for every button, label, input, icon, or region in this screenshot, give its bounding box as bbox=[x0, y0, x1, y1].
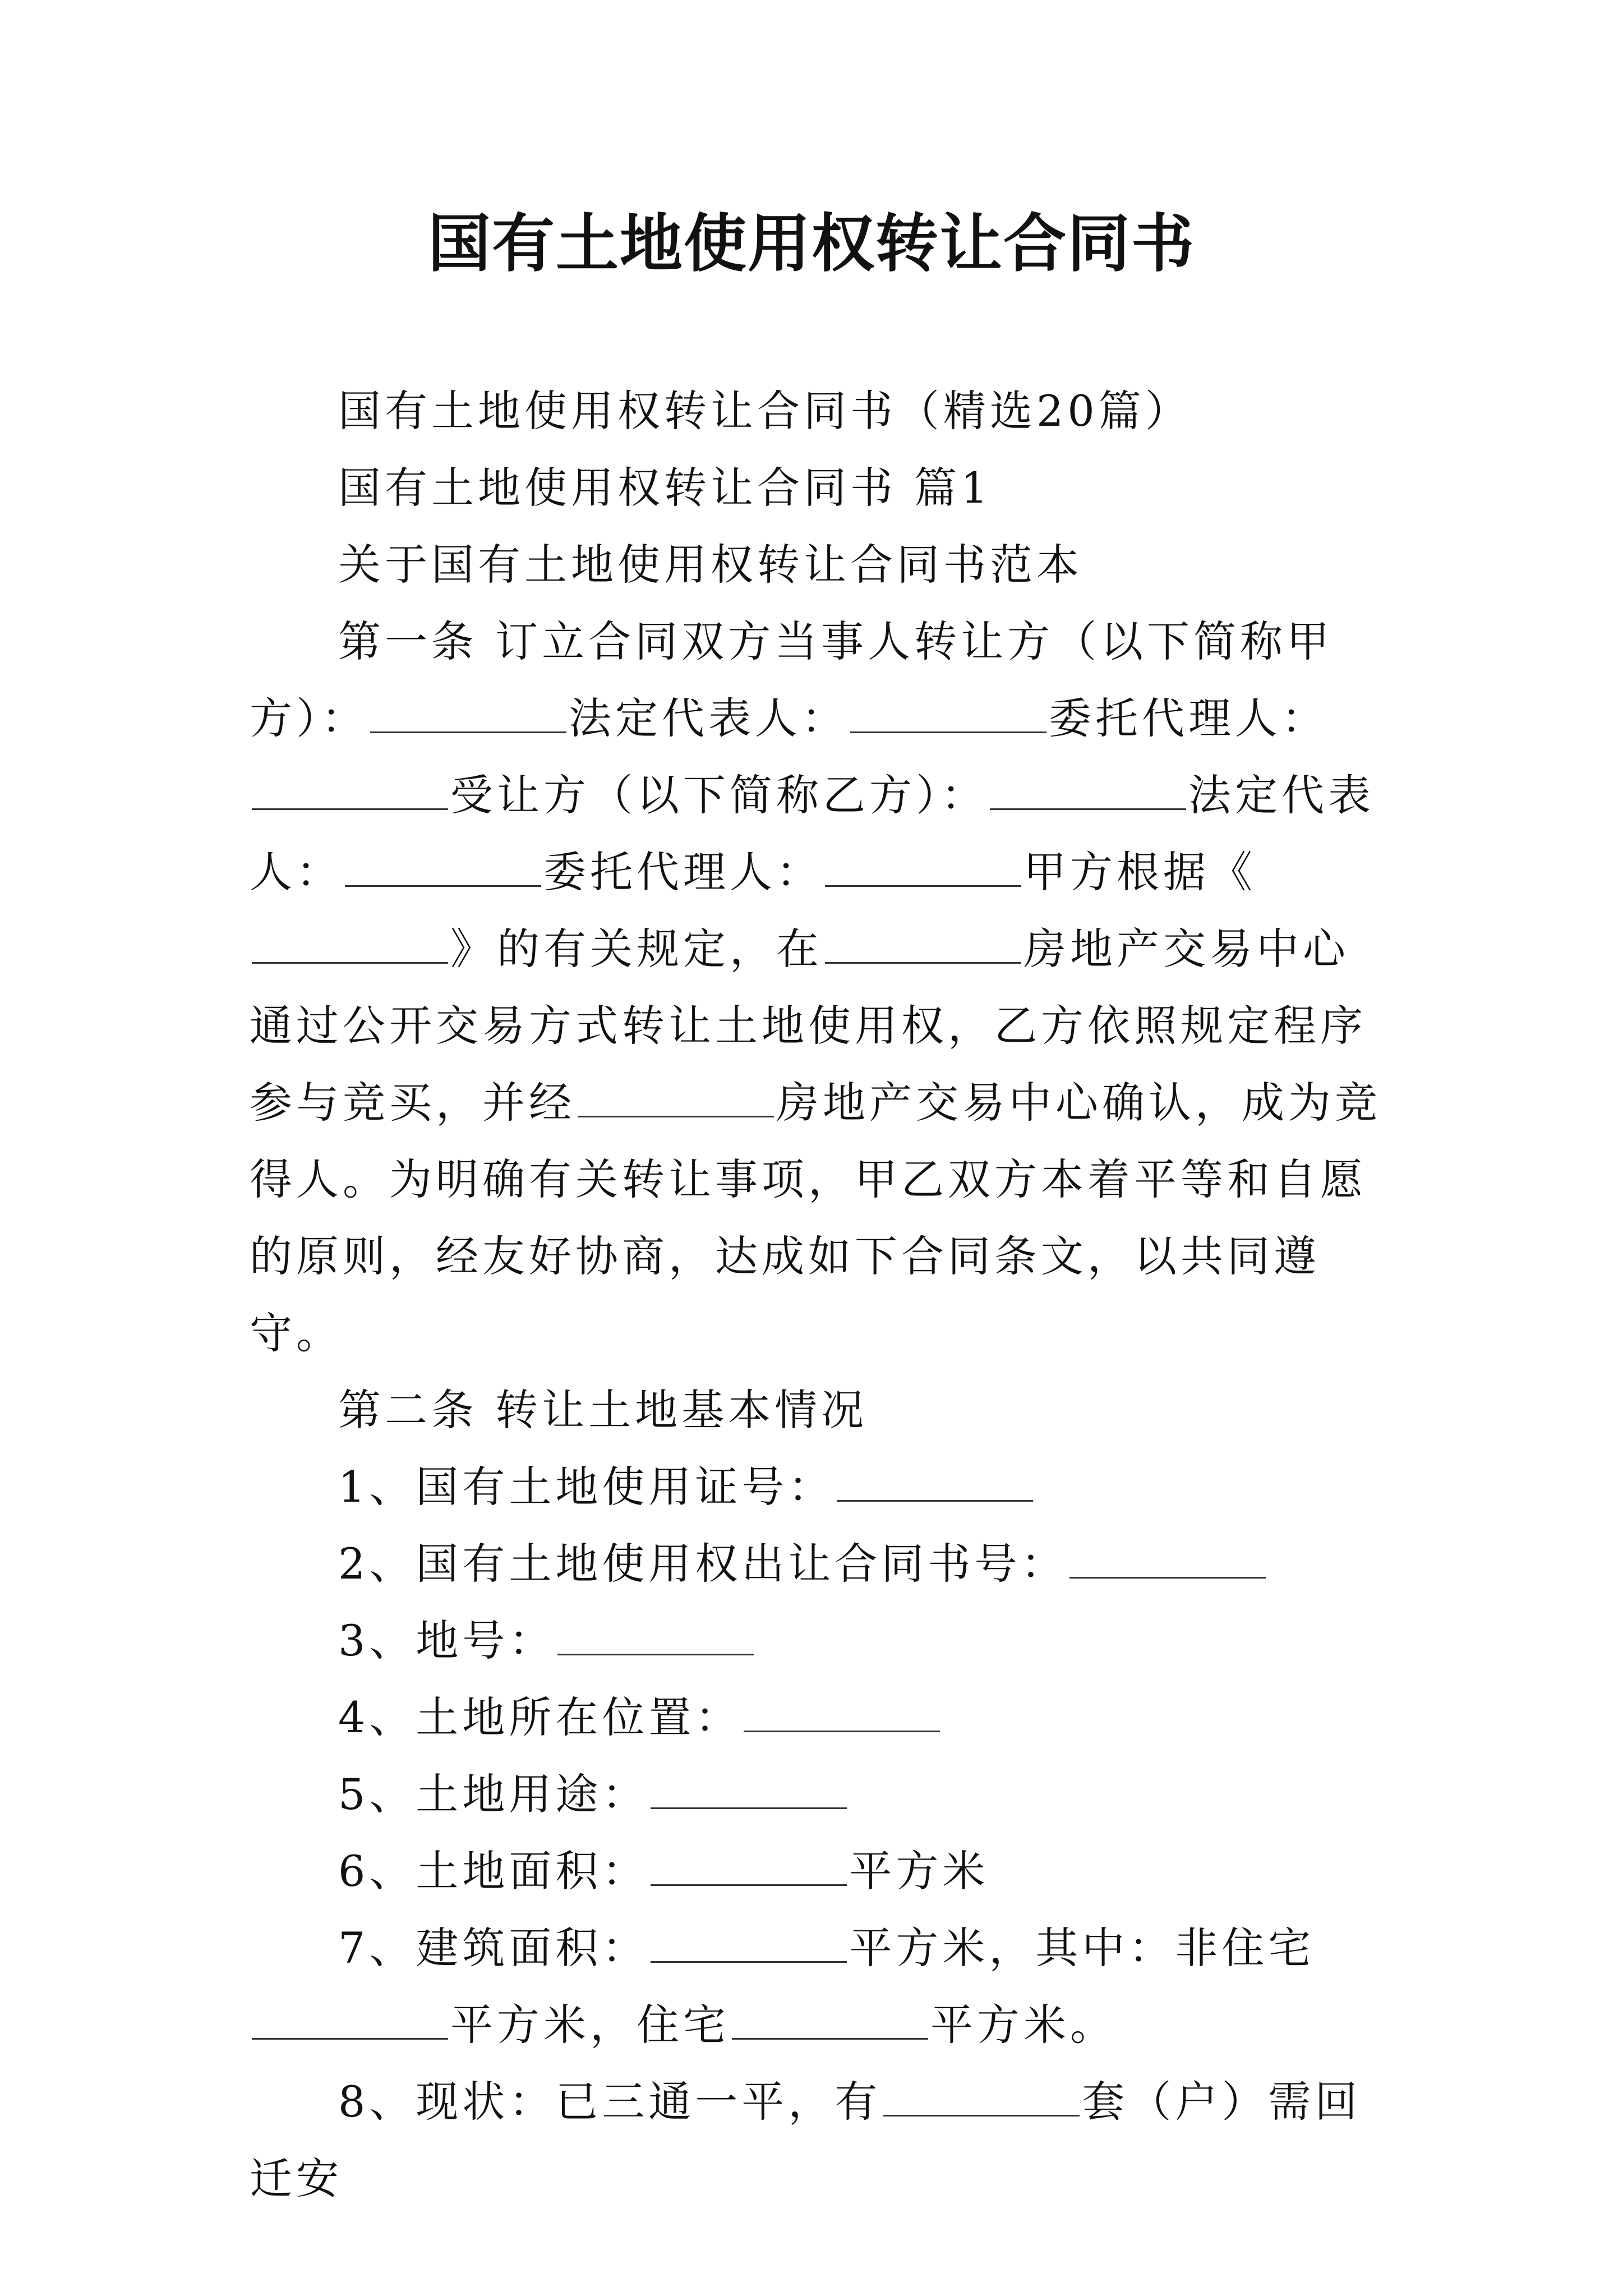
item-8 bbox=[250, 2063, 1391, 2217]
blank-line bbox=[252, 771, 448, 810]
item-6-label: 6、土地面积： bbox=[338, 1846, 649, 1896]
item-7 bbox=[250, 1910, 1391, 2063]
item-7-residential: 平方米，住宅 bbox=[450, 2000, 730, 2050]
exchange-text: 房地产交易中心通过公开交易方式转让土地使用权，乙方依照规定程序参与竞买，并经 bbox=[250, 924, 1367, 1128]
item-2-label: 2、国有土地使用权出让合同书号： bbox=[338, 1539, 1068, 1589]
item-7-label: 7、建筑面积： bbox=[338, 1923, 649, 1973]
item-1 bbox=[250, 1448, 1391, 1525]
blank-line bbox=[825, 848, 1021, 887]
blank-line bbox=[825, 925, 1021, 964]
article-2-heading: 第二条 转让土地基本情况 bbox=[338, 1385, 868, 1435]
blank-line bbox=[990, 771, 1186, 810]
blank-line bbox=[883, 2078, 1080, 2116]
document-title: 国有土地使用权转让合同书 bbox=[428, 207, 1195, 280]
regulation-text: 》的有关规定，在 bbox=[450, 924, 823, 974]
collection-heading: 国有土地使用权转让合同书（精选20篇） bbox=[338, 386, 1192, 436]
confirmation-text: 房地产交易中心确认，成为竞得人。为明确有关转让事项，甲乙双方本着平等和自愿的原则，经友好协商，达成如下合同条文，以共同遵守。 bbox=[250, 1078, 1381, 1358]
template-heading: 关于国有土地使用权转让合同书范本 bbox=[338, 540, 1083, 590]
blank-line bbox=[744, 1694, 940, 1732]
item-4-label: 4、土地所在位置： bbox=[338, 1692, 742, 1742]
blank-line bbox=[345, 848, 541, 887]
item-6 bbox=[250, 1833, 1391, 1910]
item-4 bbox=[250, 1679, 1391, 1756]
item-7-nonresidential: 平方米，其中：非住宅 bbox=[849, 1923, 1315, 1973]
article-1-paragraph bbox=[250, 603, 1391, 1372]
item-7-unit: 平方米。 bbox=[930, 2000, 1117, 2050]
item-3-label: 3、地号： bbox=[338, 1616, 556, 1665]
item-2 bbox=[250, 1525, 1391, 1602]
agent-label-2: 委托代理人： bbox=[543, 847, 823, 897]
item-1-label: 1、国有土地使用证号： bbox=[338, 1462, 835, 1512]
blank-line bbox=[1069, 1540, 1266, 1579]
blank-line bbox=[578, 1079, 774, 1117]
item-8-label: 8、现状：已三通一平，有 bbox=[338, 2077, 882, 2127]
blank-line bbox=[850, 694, 1046, 733]
transferee-label: 受让方（以下简称乙方）： bbox=[450, 770, 988, 820]
blank-line bbox=[370, 694, 566, 733]
document-body bbox=[250, 372, 1391, 2217]
blank-line bbox=[651, 1770, 847, 1809]
article-number-heading: 国有土地使用权转让合同书 篇1 bbox=[338, 463, 992, 513]
item-8-text: 套（户）需回迁安 bbox=[250, 2077, 1362, 2203]
according-to-text: 甲方根据《 bbox=[1023, 847, 1256, 897]
article-1-intro: 第一条 订立合同双方当事人转让方（以下简称甲方）： bbox=[250, 616, 1334, 743]
blank-line bbox=[557, 1617, 754, 1655]
blank-line bbox=[252, 925, 448, 964]
blank-line bbox=[252, 2001, 448, 2040]
item-6-unit: 平方米 bbox=[849, 1846, 989, 1896]
item-3 bbox=[250, 1602, 1391, 1679]
item-5-label: 5、土地用途： bbox=[338, 1769, 649, 1819]
blank-line bbox=[651, 1924, 847, 1963]
item-5 bbox=[250, 1756, 1391, 1833]
blank-line bbox=[837, 1463, 1033, 1502]
agent-label: 委托代理人： bbox=[1049, 693, 1328, 743]
blank-line bbox=[732, 2001, 928, 2040]
legal-rep-label-2: 法定代表人： bbox=[250, 770, 1375, 897]
blank-line bbox=[651, 1847, 847, 1886]
legal-rep-label: 法定代表人： bbox=[569, 693, 848, 743]
